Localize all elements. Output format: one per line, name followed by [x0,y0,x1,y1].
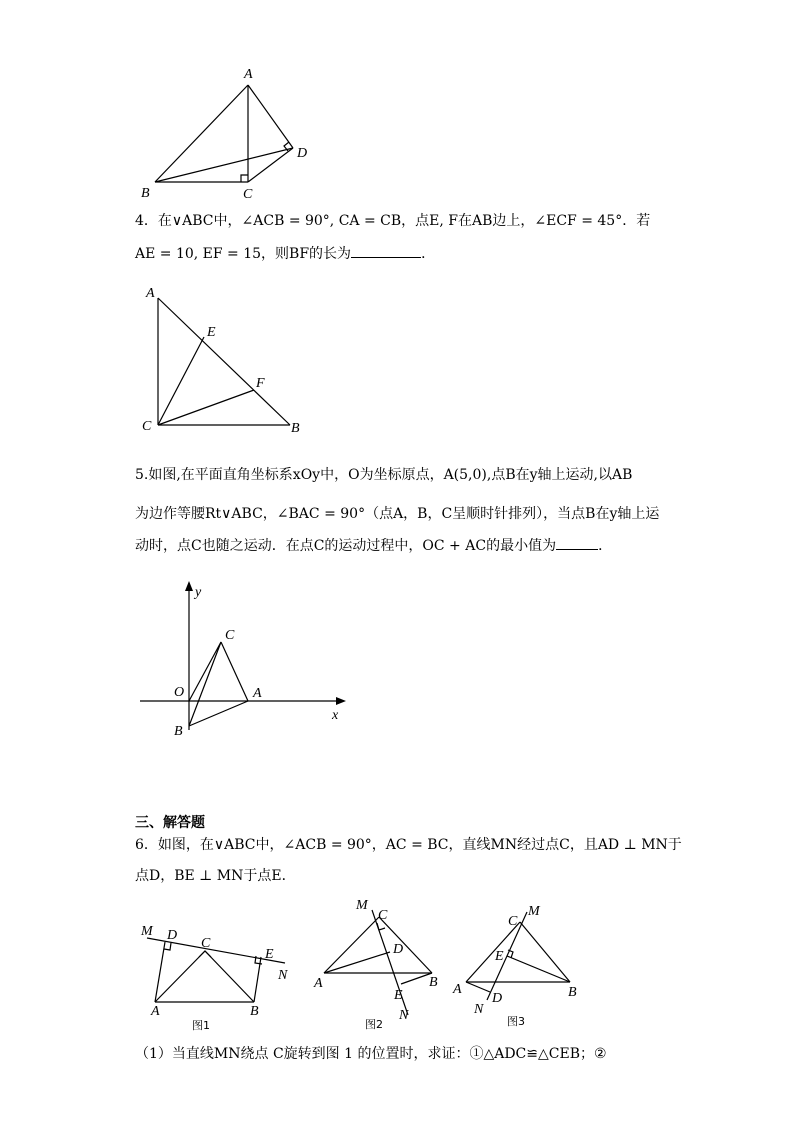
label-A: A [253,686,262,701]
label-N: N [399,1008,409,1023]
label-C: C [225,628,235,643]
q4-line2-text: AE = 10, EF = 15，则BF的长为 [135,246,352,262]
q5-line3-text: 动时，点C也随之运动．在点C的运动过程中，OC + AC的最小值为 [135,538,557,554]
q4-line2 [135,245,435,263]
label-M: M [528,904,540,919]
label-F: F [256,376,265,391]
label-N: N [278,968,288,983]
label-C: C [142,419,152,434]
q5-line2: 为边作等腰Rt∨ABC，∠BAC = 90°（点A，B，C呈顺时针排列），当点B在y轴上运 [135,506,660,522]
figure-top [135,60,355,205]
label-B: B [174,724,183,739]
label-E: E [265,947,274,962]
q5-answer-blank[interactable] [556,549,598,550]
label-A: A [146,286,155,301]
label-M: M [356,898,368,913]
label-C: C [378,908,388,923]
label-C: C [201,936,211,951]
figure-caption: 图2 [365,1018,383,1031]
figure-q4 [138,280,318,440]
figure-6-1 [135,915,305,1035]
q6-line3: （1）当直线MN绕点 C旋转到图 1 的位置时，求证：①△ADC≌△CEB；② [135,1046,607,1062]
label-A: A [453,982,462,997]
q4-answer-blank[interactable] [351,257,421,258]
q6-line2: 点D，BE ⊥ MN于点E． [135,868,296,884]
label-B: B [429,975,438,990]
label-E: E [207,325,216,340]
q5-line1: 5.如图,在平面直角坐标系xOy中，O为坐标原点，A(5,0),点B在y轴上运动,以AB [135,467,633,483]
figure-6-3 [450,900,590,1030]
section-title: 三、解答题 [135,815,205,831]
label-B: B [291,421,300,436]
label-D: D [492,991,503,1006]
q4-line1: 4．在∨ABC中，∠ACB = 90°, CA = CB，点E, F在AB边上，∠ECF = 45°．若 [135,213,651,229]
figure-caption: 图1 [192,1019,210,1032]
label-D: D [393,942,404,957]
label-D: D [167,928,178,943]
label-E: E [495,949,504,964]
label-A: A [314,976,323,991]
label-y: y [195,585,202,600]
label-B: B [250,1004,259,1019]
label-O: O [174,685,185,700]
label-x: x [332,708,339,723]
label-C: C [243,187,253,202]
q4-line2-end: ． [421,246,436,262]
label-A: A [151,1004,160,1019]
figure-q5 [140,575,370,755]
figure-6-2 [310,895,445,1030]
figure-caption: 图3 [507,1015,525,1028]
label-A: A [244,67,253,82]
label-N: N [474,1002,484,1017]
q5-line3-end: ． [598,538,613,554]
label-M: M [141,924,153,939]
label-C: C [508,914,518,929]
q6-line1: 6．如图，在∨ABC中，∠ACB = 90°，AC = BC，直线MN经过点C，且AD ⊥ MN于 [135,837,682,853]
label-B: B [141,186,150,201]
label-D: D [297,146,308,161]
q5-line3 [135,537,612,555]
label-E: E [394,988,403,1003]
label-B: B [568,985,577,1000]
